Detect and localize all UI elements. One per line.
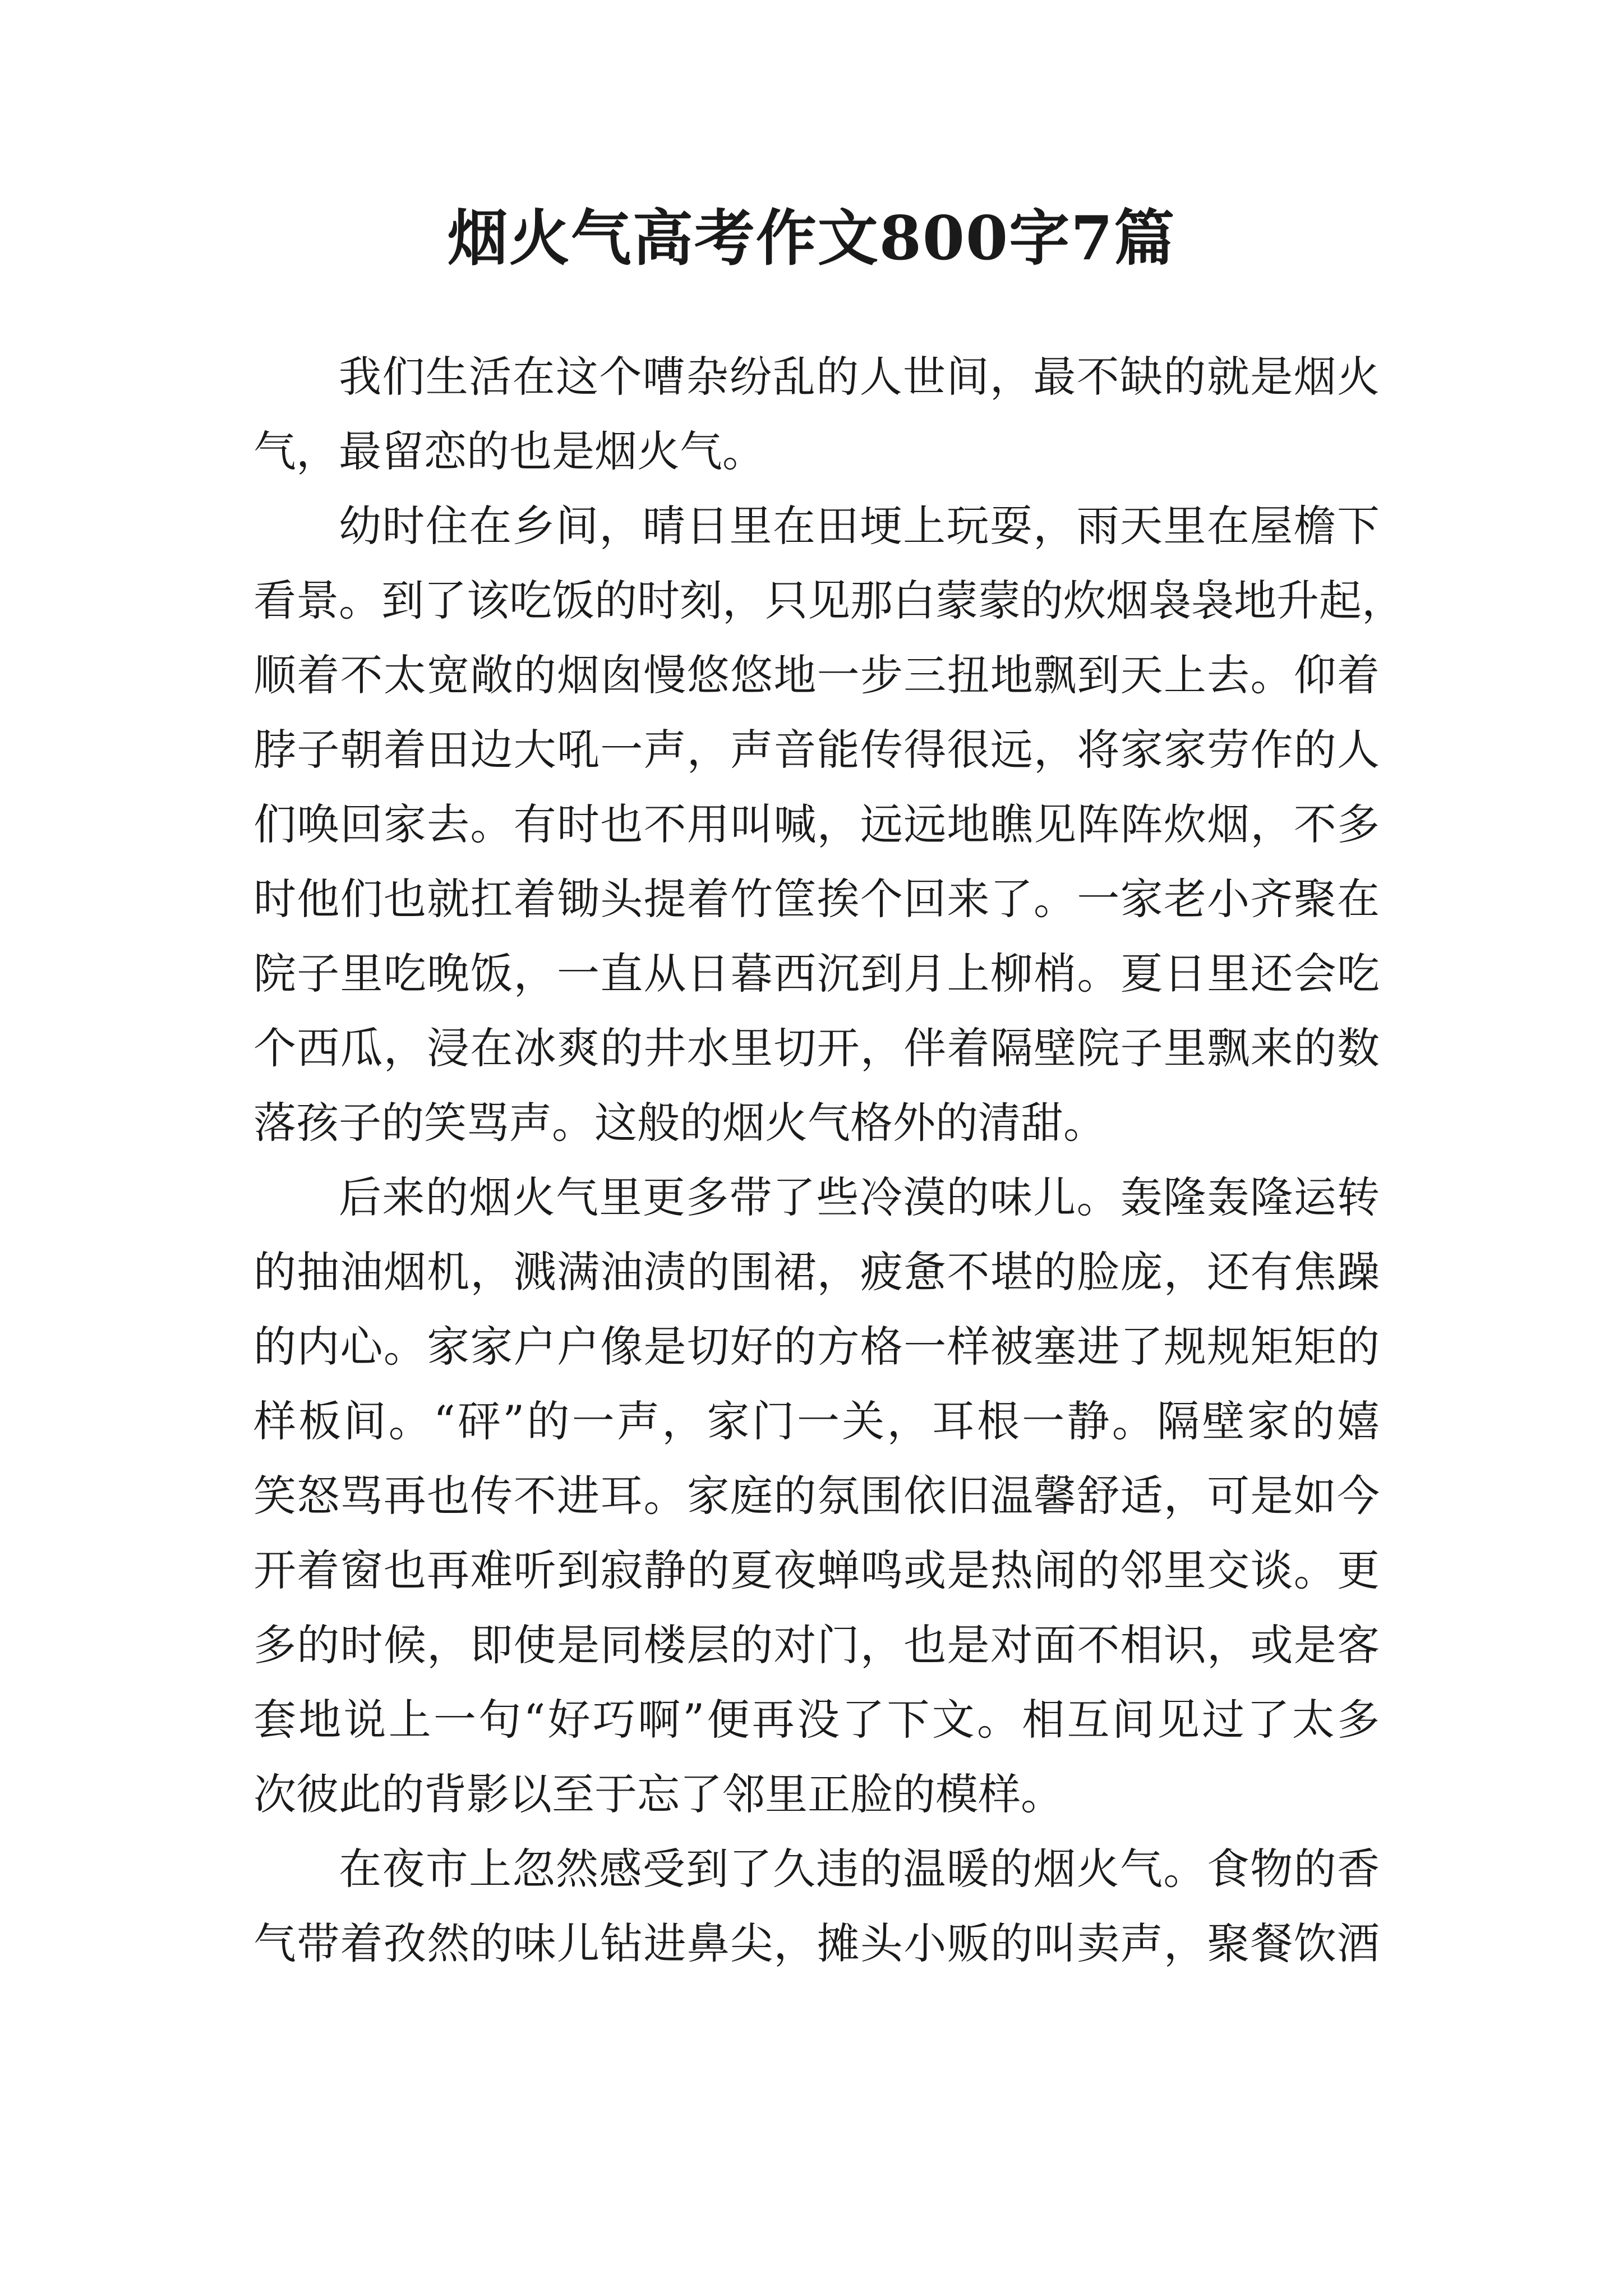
paragraph-3-line-5: 笑怒骂再也传不进耳。家庭的氛围依旧温馨舒适，可是如今 xyxy=(253,1471,1380,1521)
paragraph-1-line-1: 我们生活在这个嘈杂纷乱的人世间，最不缺的就是烟火 xyxy=(339,352,1380,402)
paragraph-3-line-4: 样板间。“砰”的一声，家门一关，耳根一静。隔壁家的嬉 xyxy=(253,1396,1380,1446)
paragraph-2-line-6: 时他们也就扛着锄头提着竹筐挨个回来了。一家老小齐聚在 xyxy=(253,874,1380,924)
paragraph-3-line-1: 后来的烟火气里更多带了些冷漠的味儿。轰隆轰隆运转 xyxy=(339,1172,1380,1222)
paragraph-2-line-2: 看景。到了该吃饭的时刻，只见那白蒙蒙的炊烟袅袅地升起， xyxy=(253,576,1404,625)
paragraph-3-line-7: 多的时候，即使是同楼层的对门，也是对面不相识，或是客 xyxy=(253,1620,1380,1670)
paragraph-2-line-5: 们唤回家去。有时也不用叫喊，远远地瞧见阵阵炊烟，不多 xyxy=(253,799,1380,849)
paragraph-3-line-6: 开着窗也再难听到寂静的夏夜蝉鸣或是热闹的邻里交谈。更 xyxy=(253,1545,1380,1595)
paragraph-3-line-9: 次彼此的背影以至于忘了邻里正脸的模样。 xyxy=(253,1769,1063,1819)
paragraph-4-line-1: 在夜市上忽然感受到了久违的温暖的烟火气。食物的香 xyxy=(339,1844,1380,1894)
paragraph-2-line-9: 落孩子的笑骂声。这般的烟火气格外的清甜。 xyxy=(253,1098,1106,1148)
paragraph-2-line-4: 脖子朝着田边大吼一声，声音能传得很远，将家家劳作的人 xyxy=(253,725,1380,775)
paragraph-4-line-2: 气带着孜然的味儿钻进鼻尖，摊头小贩的叫卖声，聚餐饮酒 xyxy=(253,1918,1380,1968)
paragraph-2-line-3: 顺着不太宽敞的烟囱慢悠悠地一步三扭地飘到天上去。仰着 xyxy=(253,650,1380,700)
paragraph-1-line-2: 气，最留恋的也是烟火气。 xyxy=(253,426,765,476)
paragraph-3-line-2: 的抽油烟机，溅满油渍的围裙，疲惫不堪的脸庞，还有焦躁 xyxy=(253,1247,1380,1297)
paragraph-2-line-7: 院子里吃晚饭，一直从日暮西沉到月上柳梢。夏日里还会吃 xyxy=(253,949,1380,999)
paragraph-2-line-1: 幼时住在乡间，晴日里在田埂上玩耍，雨天里在屋檐下 xyxy=(339,501,1380,551)
document-title: 烟火气高考作文800字7篇 xyxy=(447,203,1176,274)
paragraph-3-line-3: 的内心。家家户户像是切好的方格一样被塞进了规规矩矩的 xyxy=(253,1322,1380,1372)
paragraph-3-line-8: 套地说上一句“好巧啊”便再没了下文。相互间见过了太多 xyxy=(253,1695,1380,1745)
paragraph-2-line-8: 个西瓜，浸在冰爽的井水里切开，伴着隔壁院子里飘来的数 xyxy=(253,1023,1380,1073)
